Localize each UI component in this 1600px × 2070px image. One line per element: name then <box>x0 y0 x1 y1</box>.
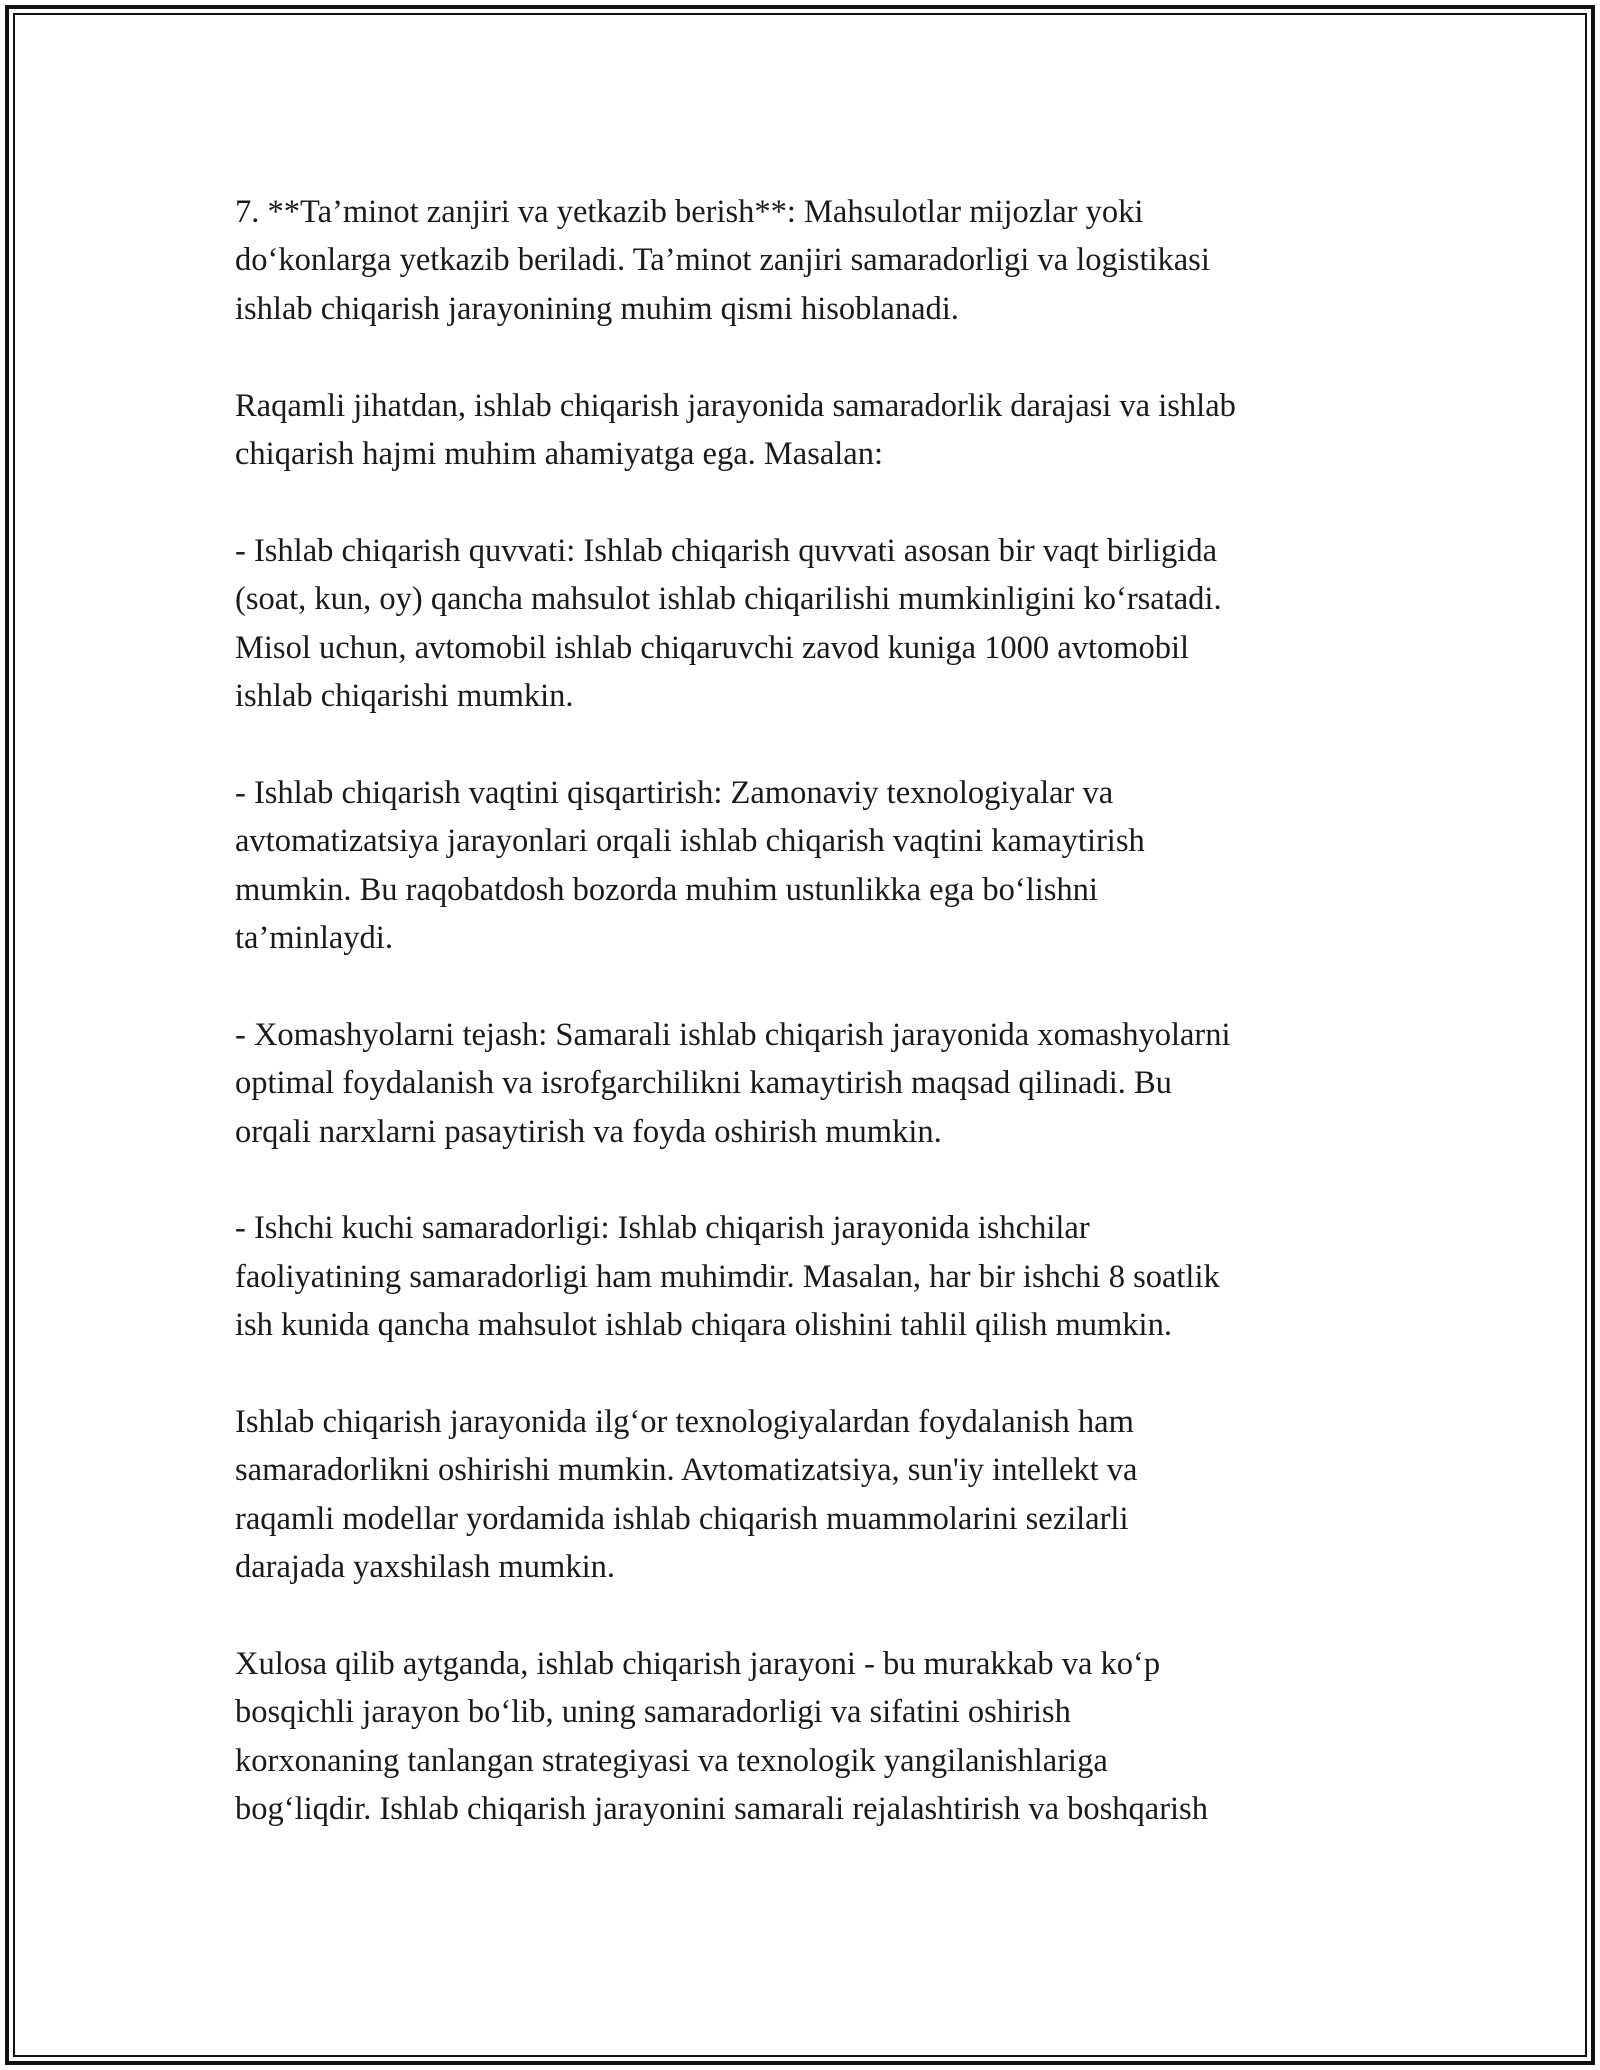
text-line: Xulosa qilib aytganda, ishlab chiqarish jarayoni - bu murakkab va ko‘p <box>235 1646 1161 1683</box>
text-line: Raqamli jihatdan, ishlab chiqarish jarayonida samaradorlik darajasi va ishlab <box>235 387 1236 424</box>
text-line: avtomatizatsiya jarayonlari orqali ishlab chiqarish vaqtini kamaytirish <box>235 823 1145 860</box>
text-line: samaradorlikni oshirishi mumkin. Avtomatizatsiya, sun'iy intellekt va <box>235 1452 1138 1489</box>
text-line: - Ishchi kuchi samaradorligi: Ishlab chiqarish jarayonida ishchilar <box>235 1210 1090 1247</box>
text-line: bog‘liqdir. Ishlab chiqarish jarayonini samarali rejalashtirish va boshqarish <box>235 1791 1208 1828</box>
paragraph-numeric-intro <box>235 382 1385 479</box>
document-body <box>235 188 1385 1882</box>
text-line: (soat, kun, oy) qancha mahsulot ishlab chiqarilishi mumkinligini ko‘rsatadi. <box>235 581 1222 618</box>
text-line: Misol uchun, avtomobil ishlab chiqaruvchi zavod kuniga 1000 avtomobil <box>235 629 1190 666</box>
text-line: raqamli modellar yordamida ishlab chiqarish muammolarini sezilarli <box>235 1500 1129 1537</box>
paragraph-production-capacity <box>235 527 1385 721</box>
paragraph-advanced-technology <box>235 1398 1385 1592</box>
text-line: do‘konlarga yetkazib beriladi. Ta’minot zanjiri samaradorligi va logistikasi <box>235 242 1210 279</box>
text-line: - Ishlab chiqarish vaqtini qisqartirish: Zamonaviy texnologiyalar va <box>235 774 1114 811</box>
paragraph-time-reduction <box>235 769 1385 963</box>
text-line: - Ishlab chiqarish quvvati: Ishlab chiqarish quvvati asosan bir vaqt birligida <box>235 532 1217 569</box>
text-line: bosqichli jarayon bo‘lib, uning samaradorligi va sifatini oshirish <box>235 1694 1071 1731</box>
text-line: chiqarish hajmi muhim ahamiyatga ega. Masalan: <box>235 436 884 473</box>
text-line: ish kunida qancha mahsulot ishlab chiqara olishini tahlil qilish mumkin. <box>235 1307 1172 1344</box>
text-line: ishlab chiqarish jarayonining muhim qismi hisoblanadi. <box>235 290 959 327</box>
paragraph-conclusion <box>235 1640 1385 1834</box>
paragraph-supply-chain <box>235 188 1385 333</box>
text-line: faoliyatining samaradorligi ham muhimdir. Masalan, har bir ishchi 8 soatlik <box>235 1258 1220 1295</box>
text-line: 7. **Ta’minot zanjiri va yetkazib berish**: Mahsulotlar mijozlar yoki <box>235 194 1144 230</box>
text-line: - Xomashyolarni tejash: Samarali ishlab chiqarish jarayonida xomashyolarni <box>235 1016 1231 1053</box>
text-line: optimal foydalanish va isrofgarchilikni kamaytirish maqsad qilinadi. Bu <box>235 1065 1172 1102</box>
text-line: orqali narxlarni pasaytirish va foyda oshirish mumkin. <box>235 1113 942 1150</box>
text-line: darajada yaxshilash mumkin. <box>235 1549 615 1586</box>
paragraph-raw-materials <box>235 1011 1385 1156</box>
text-line: Ishlab chiqarish jarayonida ilg‘or texnologiyalardan foydalanish ham <box>235 1404 1134 1441</box>
text-line: mumkin. Bu raqobatdosh bozorda muhim ustunlikka ega bo‘lishni <box>235 871 1098 908</box>
text-line: korxonaning tanlangan strategiyasi va texnologik yangilanishlariga <box>235 1742 1108 1779</box>
text-line: ishlab chiqarishi mumkin. <box>235 678 574 715</box>
paragraph-labor-efficiency <box>235 1204 1385 1349</box>
text-line: ta’minlaydi. <box>235 920 393 957</box>
